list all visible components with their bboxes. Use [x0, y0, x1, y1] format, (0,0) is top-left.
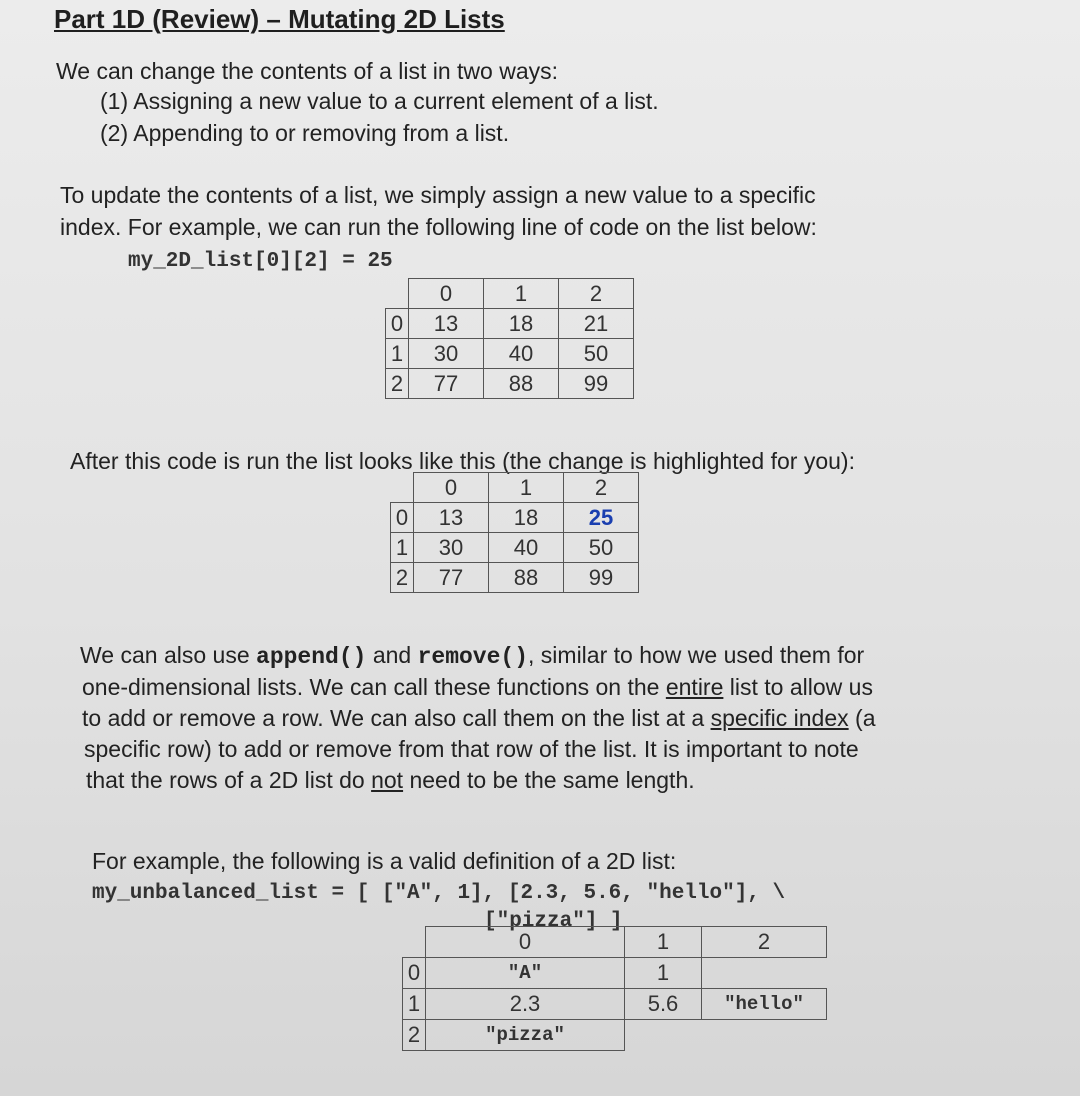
table-cell: 30: [409, 339, 484, 369]
table-header-row: [386, 279, 634, 309]
table-cell: 5.6: [625, 989, 702, 1020]
text-run: We can also use: [80, 642, 257, 668]
row-index: 2: [386, 369, 409, 399]
column-header: 1: [489, 473, 564, 503]
corner-cell: [403, 927, 426, 958]
table-row: [386, 369, 634, 399]
table-header-row: [391, 473, 639, 503]
table-cell: 30: [414, 533, 489, 563]
empty-cell: [625, 1020, 702, 1051]
append-code: append(): [256, 644, 367, 670]
table-cell: 1: [625, 958, 702, 989]
update-code: my_2D_list[0][2] = 25: [128, 250, 393, 273]
table-before: [385, 278, 634, 399]
column-header: 2: [564, 473, 639, 503]
table-cell: 77: [409, 369, 484, 399]
table-cell: 18: [484, 309, 559, 339]
append-line-5: [86, 765, 695, 795]
table-cell: 18: [489, 503, 564, 533]
table-cell: 21: [559, 309, 634, 339]
table-cell: 13: [409, 309, 484, 339]
table-cell: "pizza": [426, 1020, 625, 1051]
row-index: 0: [403, 958, 426, 989]
intro-item-2: (2) Appending to or removing from a list.: [100, 120, 510, 146]
table-header-row: [403, 927, 827, 958]
table-cell: 88: [484, 369, 559, 399]
table-cell: 50: [559, 339, 634, 369]
table-cell: 88: [489, 563, 564, 593]
table-unbalanced: [402, 926, 827, 1051]
table-row: [391, 503, 639, 533]
remove-code: remove(): [417, 644, 529, 670]
corner-cell: [386, 279, 409, 309]
table-row: [403, 1020, 827, 1051]
table-cell: 50: [564, 533, 639, 563]
after-text: After this code is run the list looks like this (the change is highlighted for you):: [70, 448, 855, 474]
empty-cell: [702, 1020, 827, 1051]
table-row: [403, 989, 827, 1020]
empty-cell: [702, 958, 827, 989]
underlined-word: not: [371, 767, 404, 793]
underlined-word: entire: [665, 674, 724, 700]
column-header: 1: [625, 927, 702, 958]
append-line-4: specific row) to add or remove from that row of the list. It is important to note: [84, 736, 859, 762]
row-index: 1: [391, 533, 414, 563]
table-row: [386, 339, 634, 369]
highlighted-cell: 25: [564, 503, 639, 533]
column-header: 2: [702, 927, 827, 958]
row-index: 0: [391, 503, 414, 533]
append-line-1: [80, 640, 864, 672]
table-row: [391, 563, 639, 593]
text-run: one-dimensional lists. We can call these functions on the: [82, 674, 666, 700]
text-run: need to be the same length.: [403, 767, 695, 793]
intro-lead: We can change the contents of a list in two ways:: [56, 58, 559, 84]
example-code-line-1: my_unbalanced_list = [ ["A", 1], [2.3, 5.6, "hello"], \: [92, 882, 786, 905]
table-row: [386, 309, 634, 339]
update-line-1: To update the contents of a list, we simply assign a new value to a specific: [60, 182, 816, 208]
table-cell: "A": [426, 958, 625, 989]
row-index: 2: [391, 563, 414, 593]
table-row: [391, 533, 639, 563]
corner-cell: [391, 473, 414, 503]
append-line-2: [82, 672, 873, 702]
table-cell: "hello": [702, 989, 827, 1020]
row-index: 1: [386, 339, 409, 369]
example-code-line-2: ["pizza"] ]: [484, 910, 623, 933]
text-run: list to allow us: [723, 674, 873, 700]
example-lead: For example, the following is a valid definition of a 2D list:: [92, 848, 677, 874]
column-header: 0: [409, 279, 484, 309]
table-cell: 2.3: [426, 989, 625, 1020]
update-line-2: index. For example, we can run the following line of code on the list below:: [60, 214, 817, 240]
column-header: 2: [559, 279, 634, 309]
table-cell: 40: [489, 533, 564, 563]
table-row: [403, 958, 827, 989]
page-title: Part 1D (Review) – Mutating 2D Lists: [54, 4, 505, 34]
column-header: 0: [414, 473, 489, 503]
text-run: (a: [848, 705, 876, 731]
row-index: 2: [403, 1020, 426, 1051]
table-cell: 99: [559, 369, 634, 399]
table-cell: 77: [414, 563, 489, 593]
text-run: that the rows of a 2D list do: [86, 767, 372, 793]
row-index: 1: [403, 989, 426, 1020]
text-run: , similar to how we used them for: [528, 642, 865, 668]
table-cell: 40: [484, 339, 559, 369]
append-line-3: [82, 703, 875, 733]
column-header: 1: [484, 279, 559, 309]
table-after: [390, 472, 639, 593]
intro-item-1: (1) Assigning a new value to a current element of a list.: [100, 88, 659, 114]
text-run: and: [366, 642, 418, 668]
table-cell: 13: [414, 503, 489, 533]
row-index: 0: [386, 309, 409, 339]
table-cell: 99: [564, 563, 639, 593]
underlined-word: specific index: [710, 705, 849, 731]
column-header: 0: [426, 927, 625, 958]
text-run: to add or remove a row. We can also call them on the list at a: [82, 705, 711, 731]
